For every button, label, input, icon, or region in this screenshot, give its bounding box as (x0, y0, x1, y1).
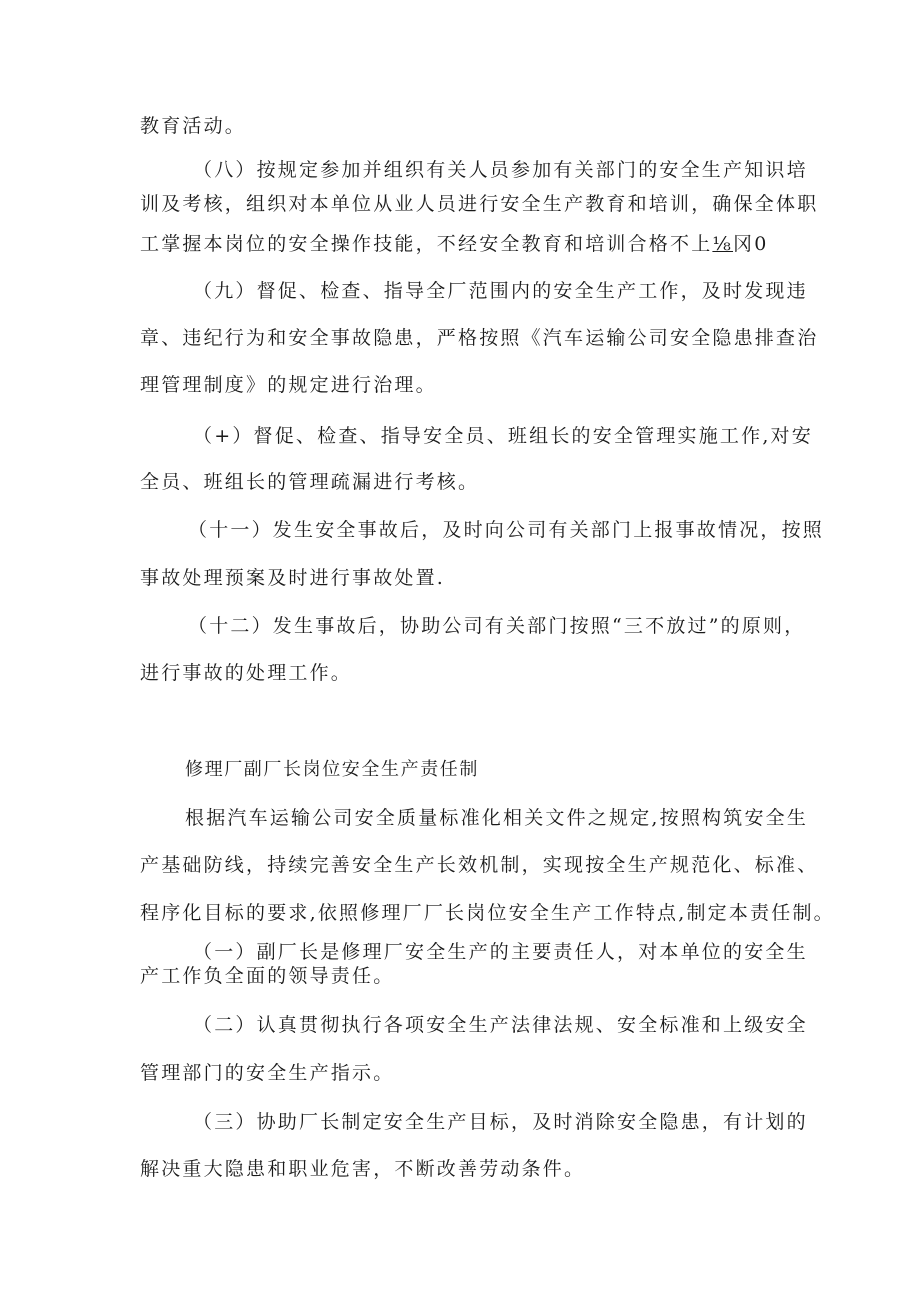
text-line-12: （十二）发生事故后，协助公司有关部门按照“三不放过”的原则， (188, 615, 806, 637)
garbled-underlined: ⅛ (712, 233, 734, 255)
text-line-19: 产工作负全面的领导责任。 (140, 965, 395, 987)
text-line-4-main: 工掌握本岗位的安全操作技能，不经安全教育和培训合格不上 (140, 233, 713, 255)
text-line-18: （一）副厂长是修理厂安全生产的主要责任人，对本单位的安全生 (193, 941, 808, 963)
text-line-11: 事故处理预案及时进行事故处置. (140, 567, 446, 589)
text-line-10: （十一）发生安全事故后，及时向公司有关部门上报事故情况，按照 (188, 519, 825, 541)
text-line-22: （三）协助厂长制定安全生产目标，及时消除安全隐患，有计划的 (193, 1111, 808, 1133)
text-line-13: 进行事故的处理工作。 (140, 662, 353, 684)
text-line-6: 章、违纪行为和安全事故隐患，严格按照《汽车运输公司安全隐患排查治 (140, 327, 819, 349)
text-line-23: 解决重大隐患和职业危害，不断改善劳动条件。 (140, 1158, 586, 1180)
text-line-20: （二）认真贯彻执行各项安全生产法律法规、安全标准和上级安全 (193, 1014, 808, 1036)
text-line-17: 程序化目标的要求,依照修理厂厂长岗位安全生产工作特点,制定本责任制。 (140, 902, 835, 924)
text-line-1: 教育活动。 (140, 115, 247, 137)
text-line-21: 管理部门的安全生产指示。 (140, 1062, 395, 1084)
text-line-7: 理管理制度》的规定进行治理。 (140, 374, 437, 396)
text-line-15: 根据汽车运输公司安全质量标准化相关文件之规定,按照构筑安全生 (185, 807, 809, 829)
text-line-5: （九）督促、检查、指导全厂范围内的安全生产工作，及时发现违 (193, 280, 808, 302)
section-title: 修理厂副厂长岗位安全生产责任制 (185, 759, 479, 780)
text-line-16: 产基础防线，持续完善安全生产长效机制，实现按全生产规范化、标准、 (140, 854, 819, 876)
text-line-2: （八）按规定参加并组织有关人员参加有关部门的安全生产知识培 (193, 159, 808, 181)
text-line-3: 训及考核，组织对本单位从业人员进行安全生产教育和培训，确保全体职 (140, 193, 819, 215)
text-line-8: （+）督促、检查、指导安全员、班组长的安全管理实施工作,对安 (193, 425, 813, 447)
text-line-4 (140, 232, 769, 256)
text-line-9: 全员、班组长的管理疏漏进行考核。 (140, 471, 480, 493)
garbled-tail: 冈0 (733, 233, 769, 255)
